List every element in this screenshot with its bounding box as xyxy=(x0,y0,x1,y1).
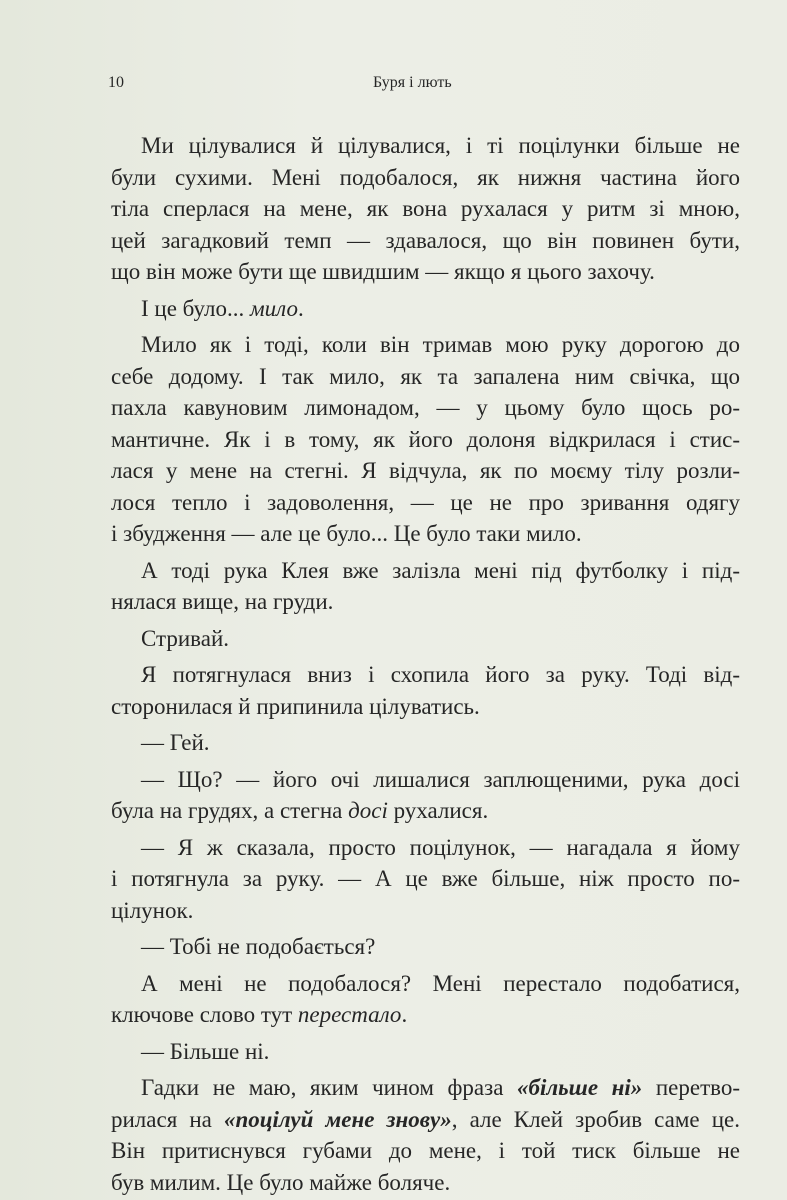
text-line: — Більше ні. xyxy=(141,1038,270,1064)
text-line: був милим. Це було майже боляче. xyxy=(111,1169,451,1195)
running-title: Буря і лють xyxy=(373,74,452,91)
italic-run: перестало xyxy=(297,1002,402,1027)
text-line: — Гей. xyxy=(141,730,210,755)
text-line: сторонилася й припинила цілуватись. xyxy=(111,693,480,719)
text-line: пахла кавуновим лимонадом, — у цьому було щось ро- xyxy=(111,395,740,420)
text-line: що він може бути ще швидшим — якщо я цього захочу. xyxy=(111,259,655,284)
text-line: Він притиснувся губами до мене, і той тиск більше не xyxy=(111,1138,740,1163)
text-line: і збудження — але це було... Це було таки мило. xyxy=(111,521,582,546)
text-run: рилася на xyxy=(111,1106,224,1132)
text-run: І це було... xyxy=(141,295,250,321)
text-line: А мені не подобалося? Мені перестало подобатися, xyxy=(141,970,740,996)
text-run: . xyxy=(401,1002,408,1027)
italic-run: досі xyxy=(348,798,388,823)
text-line: Мило як і тоді, коли він тримав мою руку дорогою до xyxy=(141,332,740,357)
text-line: лося тепло і задоволення, — це не про зривання одягу xyxy=(111,489,740,515)
text-run: . xyxy=(297,295,304,321)
text-run: рухалися. xyxy=(387,798,489,823)
text-line: себе додому. І так мило, як та запалена ним свічка, що xyxy=(111,363,740,389)
bold-italic-run: «поцілуй мене знову» xyxy=(223,1106,452,1132)
bold-italic-run: «більше ні» xyxy=(516,1075,643,1100)
text-line: тіла сперлася на мене, як вона рухалася у ритм зі мною, xyxy=(111,196,740,221)
text-run: ключове слово тут xyxy=(111,1002,298,1027)
body-text xyxy=(111,130,751,1198)
text-line: цей загадковий темп — здавалося, що він повинен бути, xyxy=(111,227,740,253)
text-line: Ми цілувалися й цілувалися, і ті поцілунки більше не xyxy=(141,133,740,158)
text-line: — Що? — його очі лишалися заплющеними, рука досі xyxy=(141,766,740,792)
text-run: Гадки не маю, яким чином фраза xyxy=(141,1075,517,1100)
text-line xyxy=(111,999,751,1031)
text-line: — Тобі не подобається? xyxy=(141,934,376,959)
text-line: нялася вище, на груди. xyxy=(111,589,334,614)
text-line: мантичне. Як і в тому, як його долоня відкрилася і стис- xyxy=(111,426,740,452)
text-run: перетво- xyxy=(642,1075,740,1100)
page-number: 10 xyxy=(108,74,124,91)
text-line: Я потягнулася вниз і схопила його за руку. Тоді від- xyxy=(141,662,740,687)
text-line xyxy=(111,1104,740,1136)
text-line: — Я ж сказала, просто поцілунок, — нагадала я йому xyxy=(141,834,740,860)
text-line: Стривай. xyxy=(141,625,230,651)
text-line: А тоді рука Клея вже залізла мені під футболку і під- xyxy=(141,557,740,583)
text-line: були сухими. Мені подобалося, як нижня частина його xyxy=(111,164,740,190)
italic-run: мило xyxy=(249,295,298,321)
text-line xyxy=(111,795,751,827)
text-run: , але Клей зробив саме це. xyxy=(451,1106,740,1132)
page-header xyxy=(108,74,688,102)
text-run: була на грудях, а стегна xyxy=(111,798,349,823)
text-line: цілунок. xyxy=(111,897,194,923)
text-line: лася у мене на стегні. Я відчула, як по моєму тілу розли- xyxy=(111,458,740,483)
text-line xyxy=(111,293,751,325)
text-line xyxy=(111,1072,740,1104)
text-line: і потягнула за руку. — А це вже більше, ніж просто по- xyxy=(111,866,740,891)
